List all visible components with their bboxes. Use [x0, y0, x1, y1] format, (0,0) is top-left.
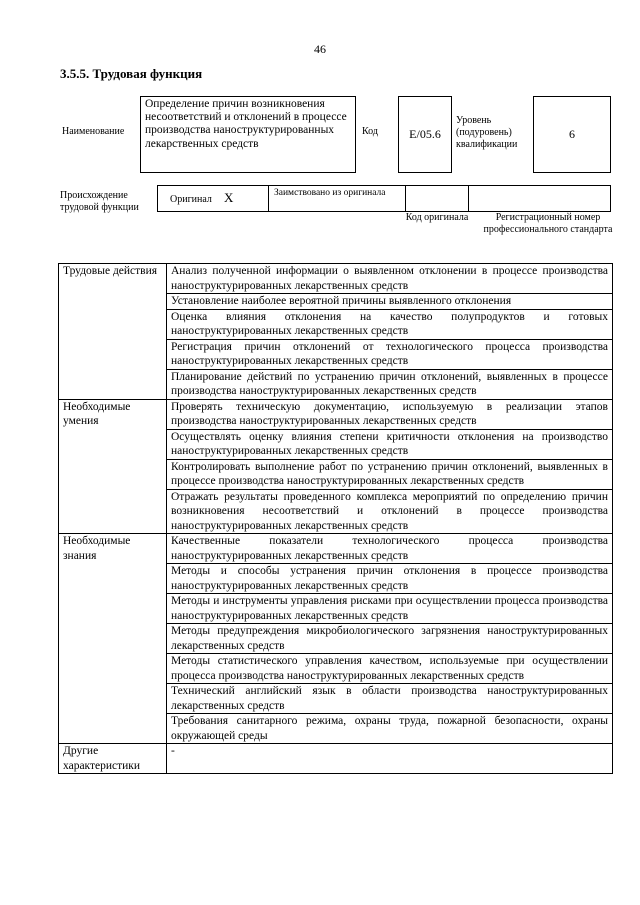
category-cell: Трудовые действия: [59, 264, 167, 400]
code-label: Код: [362, 126, 378, 137]
item-cell: Проверять техническую документацию, используемую в реализации этапов производства наноструктурированных лекарственных средств: [167, 399, 613, 429]
table-row: [59, 534, 613, 564]
name-label: Наименование: [62, 126, 125, 137]
table-row: [59, 744, 613, 774]
item-cell: Регистрация причин отклонений от технологического процесса производства наноструктурированных лекарственных средств: [167, 339, 613, 369]
code-of-original-label: Код оригинала: [405, 212, 469, 223]
item-cell: Методы и способы устранения причин отклонения в процессе производства наноструктурированных лекарственных средств: [167, 564, 613, 594]
item-cell: Оценка влияния отклонения на качество полупродуктов и готовых наноструктурированных лекарственных средств: [167, 309, 613, 339]
function-name: Определение причин возникновения несоответствий и отклонений в процессе производства наноструктурированных лекарственных средств: [140, 96, 356, 173]
item-cell: Контролировать выполнение работ по устранению причин отклонений, выявленных в процессе производства наноструктурированных лекарственных средств: [167, 459, 613, 489]
item-cell: -: [167, 744, 613, 774]
table-row: [59, 399, 613, 429]
borrowed-label: Заимствовано из оригинала: [274, 188, 386, 198]
item-cell: Технический английский язык в области производства наноструктурированных лекарственных средств: [167, 684, 613, 714]
item-cell: Анализ полученной информации о выявленном отклонении в процессе производства наноструктурированных лекарственных средств: [167, 264, 613, 294]
origin-row: [157, 185, 611, 212]
item-cell: Методы предупреждения микробиологического загрязнения наноструктурированных лекарственных средств: [167, 624, 613, 654]
reg-number-label: Регистрационный номер профессионального стандарта: [483, 212, 613, 235]
item-cell: Требования санитарного режима, охраны труда, пожарной безопасности, охраны окружающей среды: [167, 714, 613, 744]
function-table: [58, 263, 613, 774]
category-cell: Необходимые знания: [59, 534, 167, 744]
item-cell: Планирование действий по устранению причин отклонений, выявленных в процессе производства наноструктурированных лекарственных средств: [167, 369, 613, 399]
original-mark: X: [224, 190, 234, 205]
item-cell: Отражать результаты проведенного комплекса мероприятий по определению причин возникновения несоответствий и отклонений в процессе производства наноструктурированных лекарственных средств: [167, 489, 613, 534]
page-number: 46: [314, 42, 326, 56]
category-cell: Другие характеристики: [59, 744, 167, 774]
origin-label: Происхождение трудовой функции: [60, 190, 139, 213]
function-code: E/05.6: [398, 96, 452, 173]
original-label: Оригинал: [170, 194, 212, 205]
item-cell: Осуществлять оценку влияния степени критичности отклонения на производство наноструктурированных лекарственных средств: [167, 429, 613, 459]
origin-original-cell: [158, 186, 269, 211]
table-row: [59, 264, 613, 294]
qualification-level-label: Уровень (подуровень) квалификации: [456, 115, 518, 150]
origin-borrowed-cell: [268, 186, 406, 211]
item-cell: Методы статистического управления качеством, используемые при осуществлении процесса производства наноструктурированных лекарственных средств: [167, 654, 613, 684]
item-cell: Качественные показатели технологического процесса производства наноструктурированных лекарственных средств: [167, 534, 613, 564]
section-title: 3.5.5. Трудовая функция: [60, 66, 203, 81]
qualification-level: 6: [533, 96, 611, 173]
item-cell: Методы и инструменты управления рисками при осуществлении процесса производства наноструктурированных лекарственных средств: [167, 594, 613, 624]
item-cell: Установление наиболее вероятной причины выявленного отклонения: [167, 294, 613, 310]
category-cell: Необходимые умения: [59, 399, 167, 534]
origin-code-cell: [405, 186, 469, 211]
